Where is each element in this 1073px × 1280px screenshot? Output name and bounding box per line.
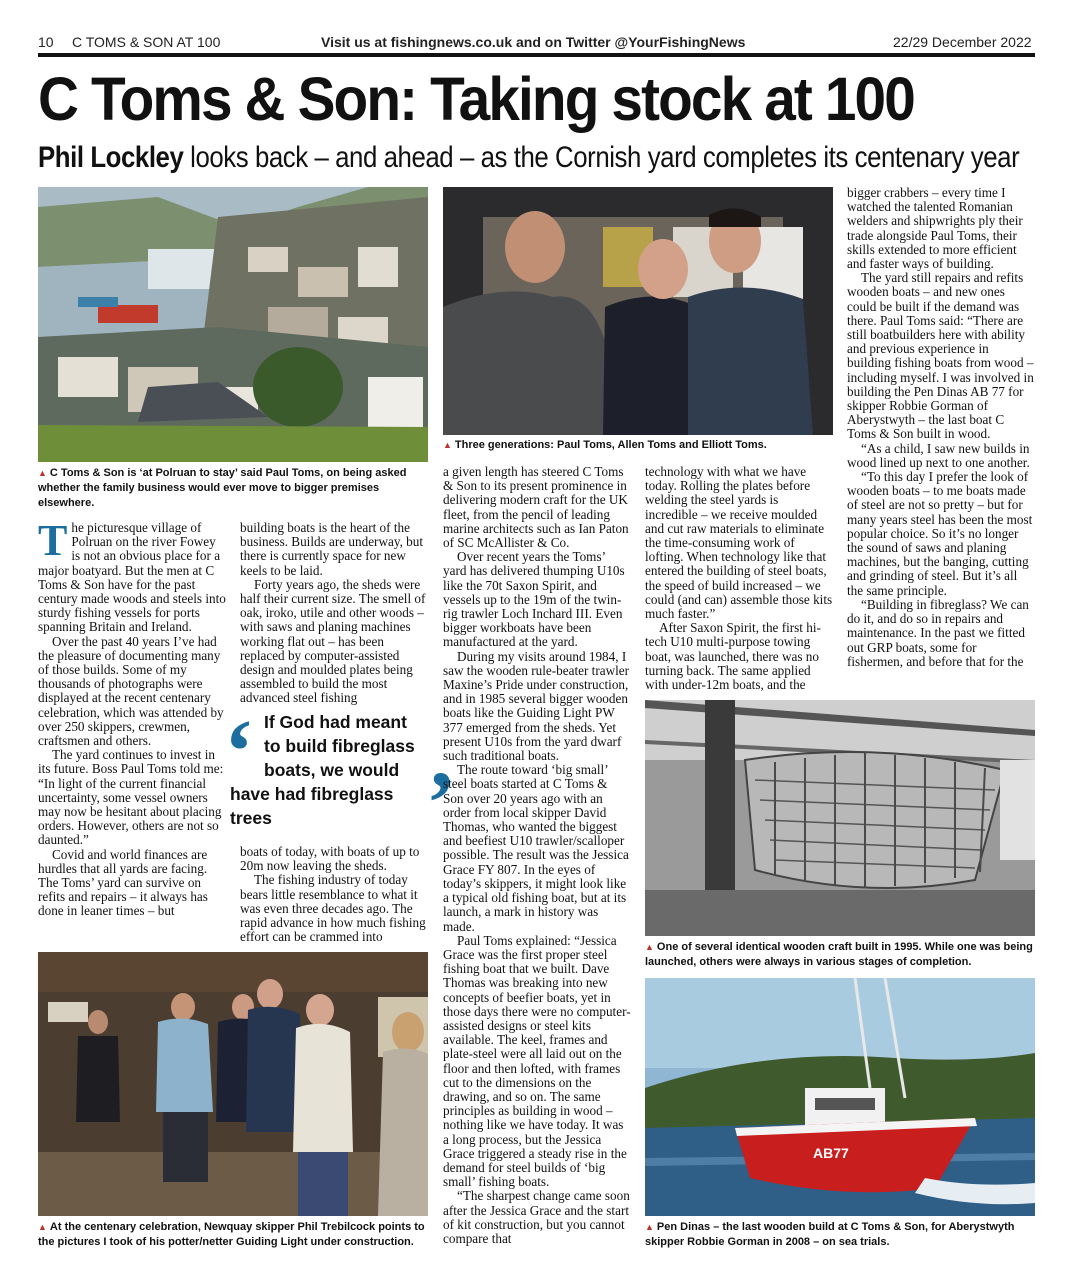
celebration-caption	[38, 1220, 428, 1250]
article-column-1	[38, 516, 226, 919]
paragraph: During my visits around 1984, I saw the wooden rule-beater trawler Maxine’s Pride under construction, and in 1985 several bigger wooden boats like the Guiding Light PW 377 emerged from the sheds. Yet present U10s from the yard dwarf such traditional boats.	[443, 648, 630, 764]
standfirst	[38, 138, 1020, 178]
paragraph: Over the past 40 years I’ve had the pleasure of documenting many of those builds. Some of my thousands of photographs were displayed at the recent centenary celebration, which was attended by over 250 skippers, crewmen, craftsmen and others.	[38, 633, 224, 749]
close-quote-icon: ’	[426, 754, 456, 853]
paragraph	[38, 516, 226, 635]
standfirst-text: looks back – and ahead – as the Cornish yard completes its centenary year	[183, 141, 1020, 174]
caption-arrow-icon: ▲	[38, 468, 47, 478]
pen-dinas-photo	[645, 978, 1035, 1216]
website-banner: Visit us at fishingnews.co.uk and on Twitter @YourFishingNews	[321, 34, 746, 50]
caption-text: One of several identical wooden craft built in 1995. While one was being launched, others were always in various stages of completion.	[645, 941, 1033, 968]
pull-quote-line: to build fibreglass	[264, 736, 415, 756]
caption-arrow-icon: ▲	[645, 942, 654, 952]
pen-dinas-caption	[645, 1220, 1035, 1250]
wooden-craft-photo	[645, 700, 1035, 936]
article-column-2-lower	[240, 845, 428, 944]
header-rule	[38, 53, 1035, 57]
polruan-caption	[38, 466, 428, 511]
author-name: Phil Lockley	[38, 141, 184, 174]
pull-quote-line: have had fibreglass	[230, 784, 394, 804]
generations-caption	[443, 438, 833, 453]
pull-quote-line: boats, we would	[264, 760, 400, 780]
section-title: C TOMS & SON AT 100	[72, 34, 221, 50]
paragraph: After Saxon Spirit, the first hi-tech U10 multi-purpose towing boat, was launched, there was no turning back. The same applied with under-12m boats, and the	[645, 620, 821, 693]
boat-registration: AB77	[813, 1145, 849, 1161]
paragraph-text: he picturesque village of Polruan on the river Fowey is not an obvious place for a major boatyard. But the men at C Toms & Son have for the past century made woods and steels into sturdy fishing vessels for ports spanning Britain and Ireland.	[38, 520, 226, 635]
paragraph: boats of today, with boats of up to 20m now leaving the sheds.	[240, 844, 420, 874]
wooden-craft-caption	[645, 940, 1035, 970]
caption-text: C Toms & Son is ‘at Polruan to stay’ said Paul Toms, on being asked whether the family business would ever move to bigger premises elsewhere.	[38, 467, 407, 509]
polruan-harbour-photo	[38, 187, 428, 462]
article-column-4	[645, 465, 833, 692]
caption-arrow-icon: ▲	[645, 1222, 654, 1232]
caption-text: At the centenary celebration, Newquay skipper Phil Trebilcock points to the pictures I took of his potter/netter Guiding Light under construction.	[38, 1221, 425, 1248]
article-column-3	[443, 465, 631, 1246]
paragraph: “As a child, I saw new builds in wood lined up next to one another.	[847, 440, 1030, 470]
paragraph: “To this day I prefer the look of wooden boats – to me boats made of steel are not so pretty – but for many years steel has been the most popular choice. So it’s no longer the sound of saws and planing machines, but the banging, cutting and grinding of steel. But it’s all the same principle.	[847, 469, 1033, 598]
caption-arrow-icon: ▲	[38, 1222, 47, 1232]
paragraph: Covid and world finances are hurdles that all yards are facing. The Toms’ yard can survive on refits and repairs – it always has done in leaner times – but	[38, 846, 208, 919]
caption-text: Three generations: Paul Toms, Allen Toms and Elliott Toms.	[454, 439, 767, 451]
paragraph: a given length has steered C Toms & Son to its present prominence in delivering modern craft for the UK fleet, from the pencil of leading marine architects such as Ian Paton of SC McAllister & Co.	[443, 464, 629, 551]
paragraph: Over recent years the Toms’ yard has delivered thumping U10s like the 70t Saxon Spirit, and vessels up to the 19m of the twin-rig trawler Loch Inchard III. Even bigger workboats have been manufactured at the yard.	[443, 549, 625, 650]
pull-quote-text	[230, 710, 435, 830]
pull-quote	[224, 702, 456, 853]
paragraph: “Building in fibreglass? We can do it, and do so in repairs and maintenance. In the past we fitted out GRP boats, some for fishermen, and before that for the	[847, 596, 1029, 669]
issue-date: 22/29 December 2022	[893, 34, 1032, 50]
page-number: 10	[38, 34, 54, 50]
pull-quote-line: If God had meant	[264, 712, 407, 732]
pull-quote-line: trees	[230, 808, 272, 828]
paragraph: The yard still repairs and refits wooden boats – and new ones could be built if the demand was there. Paul Toms said: “There are still boatbuilders here with ability and previous experience in building fishing boats from wood – including myself. I was involved in building the Pen Dinas AB 77 for skipper Robbie Gorman of Aberystwyth – the last boat C Toms & Son built in wood.	[847, 270, 1034, 442]
paragraph: building boats is the heart of the business. Builds are underway, but there is currently space for new keels to be laid.	[240, 520, 424, 578]
paragraph: technology with what we have today. Rolling the plates before welding the steel yards is incredible – we receive moulded and cut raw materials to eliminate the time-consuming work of lofting. When technology like that entered the building of steel boats, the speed of build increased – we could (and can) assemble those kits much faster.”	[645, 464, 833, 622]
caption-arrow-icon: ▲	[443, 440, 452, 450]
drop-cap: T	[38, 516, 68, 565]
centenary-celebration-photo	[38, 952, 428, 1216]
paragraph: The route toward ‘big small’ steel boats started at C Toms & Son over 20 years ago with an order from local skipper David Thomas, who wanted the biggest and beefiest U10 trawler/scalloper possible. The result was the Jessica Grace FY 807. In the eyes of today’s skippers, it might look like a typical old fishing boat, but at its launch, a mark in history was made.	[443, 762, 629, 934]
paragraph: Forty years ago, the sheds were half their current size. The smell of oak, iroko, utile and other woods – with saws and planing machines working flat out – has been replaced by computer-assisted design and moulded plates being assembled to build the most advanced steel fishing	[240, 576, 426, 706]
paragraph: “The sharpest change came soon after the Jessica Grace and the start of kit construction, but you cannot compare that	[443, 1188, 630, 1246]
paragraph: The yard continues to invest in its future. Boss Paul Toms told me: “In light of the current financial uncertainty, some vessel owners may now be hesitant about placing orders. However, others are not so daunted.”	[38, 747, 224, 848]
article-column-2-upper	[240, 521, 428, 706]
paragraph: bigger crabbers – every time I watched the talented Romanian welders and shipwrights ply their trade alongside Paul Toms, their skills extended to more efficient and faster ways of building.	[847, 185, 1023, 272]
open-quote-icon: ‘	[224, 702, 254, 801]
paragraph: Paul Toms explained: “Jessica Grace was the first proper steel fishing boat that we built. Dave Thomas was breaking into new concepts of beefier boats, yet in those days there were no computer-assisted designs or steel kits available. The keel, frames and plate-steel were all laid out on the floor and then lofted, with frames cut to the dimensions on the drawing, and so on. The same principles as building in wood – nothing like we have today. It was a long process, but the Jessica Grace triggered a steady rise in the demand for steel builds of ‘big small’ fishing boats.	[443, 932, 631, 1190]
three-generations-photo	[443, 187, 833, 435]
paragraph: The fishing industry of today bears little resemblance to what it was even three decades ago. The rapid advance in how much fishing effort can be crammed into	[240, 872, 426, 945]
caption-text: Pen Dinas – the last wooden build at C Toms & Son, for Aberystwyth skipper Robbie Gorman in 2008 – on sea trials.	[645, 1221, 1015, 1248]
headline: C Toms & Son: Taking stock at 100	[38, 65, 914, 133]
article-column-5	[847, 186, 1035, 669]
